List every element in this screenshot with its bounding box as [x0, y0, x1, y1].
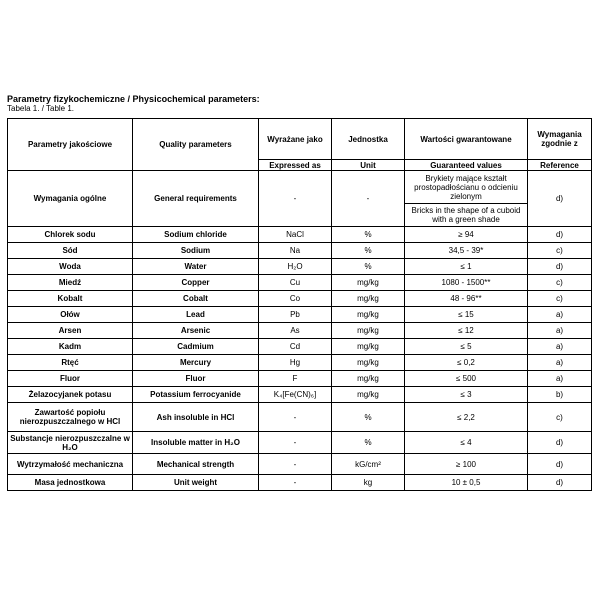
cell-unit: mg/kg	[332, 275, 405, 291]
cell-param-en: Lead	[133, 307, 259, 323]
cell-unit: %	[332, 243, 405, 259]
cell-value: 1080 - 1500**	[405, 275, 528, 291]
cell-value: 34,5 - 39*	[405, 243, 528, 259]
cell-reference: a)	[528, 371, 592, 387]
cell-reference: a)	[528, 323, 592, 339]
cell-value: ≤ 1	[405, 259, 528, 275]
table-row	[8, 371, 592, 387]
cell-param-en: Sodium chloride	[133, 227, 259, 243]
cell-expressed: -	[259, 454, 332, 475]
cell-unit: %	[332, 227, 405, 243]
cell-reference: d)	[528, 475, 592, 491]
cell-param-en: Arsenic	[133, 323, 259, 339]
cell-param-en: Potassium ferrocyanide	[133, 387, 259, 403]
cell-expressed: -	[259, 403, 332, 432]
cell-unit: %	[332, 259, 405, 275]
cell-value: ≥ 94	[405, 227, 528, 243]
cell-value	[405, 171, 528, 227]
cell-unit: %	[332, 403, 405, 432]
cell-param-pl: Arsen	[8, 323, 133, 339]
cell-expressed: Co	[259, 291, 332, 307]
cell-param-en: Unit weight	[133, 475, 259, 491]
cell-param-pl: Masa jednostkowa	[8, 475, 133, 491]
cell-expressed: Pb	[259, 307, 332, 323]
cell-param-en: Insoluble matter in H₂O	[133, 432, 259, 454]
cell-value: 48 - 96**	[405, 291, 528, 307]
table-row	[8, 275, 592, 291]
cell-reference: d)	[528, 227, 592, 243]
document-title: Parametry fizykochemiczne / Physicochemical parameters:	[7, 94, 260, 104]
cell-reference: c)	[528, 291, 592, 307]
cell-param-en: Water	[133, 259, 259, 275]
table-row	[8, 323, 592, 339]
table-row	[8, 307, 592, 323]
table-row	[8, 291, 592, 307]
table-row	[8, 339, 592, 355]
cell-reference: c)	[528, 403, 592, 432]
parameters-table	[7, 118, 592, 491]
cell-expressed: H₂O	[259, 259, 332, 275]
cell-expressed: -	[259, 475, 332, 491]
cell-expressed: Cu	[259, 275, 332, 291]
cell-param-pl: Wymagania ogólne	[8, 171, 133, 227]
cell-expressed: Hg	[259, 355, 332, 371]
cell-unit: mg/kg	[332, 291, 405, 307]
table-row	[8, 432, 592, 454]
cell-expressed: NaCl	[259, 227, 332, 243]
header-values-pl: Wartości gwarantowane	[405, 119, 528, 160]
cell-param-en: Cobalt	[133, 291, 259, 307]
cell-param-pl: Żelazocyjanek potasu	[8, 387, 133, 403]
cell-param-pl: Kobalt	[8, 291, 133, 307]
cell-value: 10 ± 0,5	[405, 475, 528, 491]
cell-param-pl: Miedź	[8, 275, 133, 291]
header-quality-en: Quality parameters	[133, 119, 259, 171]
value-pl: Brykiety mające kształt prostopadłościanu o odcieniu zielonym	[405, 174, 528, 204]
cell-reference: a)	[528, 307, 592, 323]
cell-value: ≤ 5	[405, 339, 528, 355]
header-expressed-en: Expressed as	[259, 160, 332, 171]
table-row	[8, 454, 592, 475]
cell-value: ≤ 2,2	[405, 403, 528, 432]
cell-param-pl: Fluor	[8, 371, 133, 387]
general-requirements-row	[8, 171, 592, 227]
cell-unit: %	[332, 432, 405, 454]
cell-param-pl: Ołów	[8, 307, 133, 323]
cell-unit: mg/kg	[332, 323, 405, 339]
cell-param-en: Fluor	[133, 371, 259, 387]
table-row	[8, 403, 592, 432]
cell-reference: a)	[528, 339, 592, 355]
cell-expressed: K₄[Fe(CN)₆]	[259, 387, 332, 403]
table-row	[8, 227, 592, 243]
cell-param-en: General requirements	[133, 171, 259, 227]
cell-param-en: Copper	[133, 275, 259, 291]
cell-value: ≥ 100	[405, 454, 528, 475]
cell-reference: a)	[528, 355, 592, 371]
cell-param-pl: Wytrzymałość mechaniczna	[8, 454, 133, 475]
header-expressed-pl: Wyrażane jako	[259, 119, 332, 160]
header-reference-en: Reference	[528, 160, 592, 171]
table-row	[8, 387, 592, 403]
cell-unit: mg/kg	[332, 307, 405, 323]
cell-expressed: As	[259, 323, 332, 339]
cell-param-pl: Sód	[8, 243, 133, 259]
cell-reference: b)	[528, 387, 592, 403]
cell-value: ≤ 0,2	[405, 355, 528, 371]
table-row	[8, 243, 592, 259]
cell-reference: c)	[528, 275, 592, 291]
cell-param-pl: Kadm	[8, 339, 133, 355]
cell-expressed: F	[259, 371, 332, 387]
cell-param-en: Ash insoluble in HCl	[133, 403, 259, 432]
cell-reference: d)	[528, 259, 592, 275]
table-caption: Tabela 1. / Table 1.	[7, 104, 75, 113]
cell-unit: mg/kg	[332, 371, 405, 387]
cell-param-pl: Chlorek sodu	[8, 227, 133, 243]
cell-unit: mg/kg	[332, 339, 405, 355]
cell-value: ≤ 15	[405, 307, 528, 323]
cell-value: ≤ 500	[405, 371, 528, 387]
header-values-en: Guaranteed values	[405, 160, 528, 171]
cell-expressed: -	[259, 432, 332, 454]
cell-param-pl: Zawartość popiołu nierozpuszczalnego w HCl	[8, 403, 133, 432]
cell-param-en: Mechanical strength	[133, 454, 259, 475]
table-row	[8, 475, 592, 491]
cell-param-pl: Woda	[8, 259, 133, 275]
cell-param-pl: Rtęć	[8, 355, 133, 371]
table-row	[8, 259, 592, 275]
cell-reference: d)	[528, 171, 592, 227]
cell-param-en: Cadmium	[133, 339, 259, 355]
cell-reference: c)	[528, 243, 592, 259]
table-row	[8, 355, 592, 371]
cell-unit: mg/kg	[332, 355, 405, 371]
cell-expressed: Cd	[259, 339, 332, 355]
cell-value: ≤ 12	[405, 323, 528, 339]
cell-reference: d)	[528, 454, 592, 475]
header-reference-pl: Wymagania zgodnie z	[528, 119, 592, 160]
cell-value: ≤ 4	[405, 432, 528, 454]
cell-expressed: Na	[259, 243, 332, 259]
cell-param-en: Sodium	[133, 243, 259, 259]
cell-expressed: -	[259, 171, 332, 227]
header-row	[8, 119, 592, 160]
cell-unit: kg	[332, 475, 405, 491]
header-unit-pl: Jednostka	[332, 119, 405, 160]
cell-reference: d)	[528, 432, 592, 454]
header-unit-en: Unit	[332, 160, 405, 171]
header-quality-pl: Parametry jakościowe	[8, 119, 133, 171]
cell-unit: -	[332, 171, 405, 227]
cell-value: ≤ 3	[405, 387, 528, 403]
cell-unit: kG/cm²	[332, 454, 405, 475]
cell-param-en: Mercury	[133, 355, 259, 371]
cell-param-pl: Substancje nierozpuszczalne w H₂O	[8, 432, 133, 454]
cell-unit: mg/kg	[332, 387, 405, 403]
value-en: Bricks in the shape of a cuboid with a green shade	[411, 205, 521, 224]
